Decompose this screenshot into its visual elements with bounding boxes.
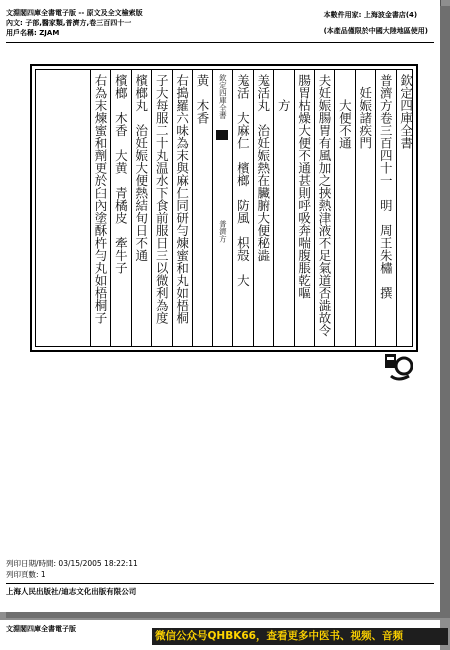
- column-rule: [334, 70, 335, 346]
- text-column: 普濟方卷三百四十一 明 周王朱橚 撰: [378, 74, 394, 299]
- text-column: 檳榔丸 治妊娠大便熱結旬日不通: [133, 74, 149, 262]
- text-column: 欽定四庫全書: [398, 74, 414, 149]
- banxin-volume-title: 普濟方: [218, 220, 228, 243]
- column-rule: [294, 70, 295, 346]
- banxin-rule: [212, 70, 213, 346]
- banxin-book-title: 欽定四庫全書: [218, 74, 228, 119]
- text-column: 方: [276, 74, 292, 112]
- text-frame-inner: [35, 69, 413, 347]
- header-right: [324, 10, 428, 36]
- column-rule: [90, 70, 91, 346]
- column-rule: [253, 70, 254, 346]
- footer-print-pages: 列印頁數: 1: [6, 570, 46, 579]
- column-rule: [131, 70, 132, 346]
- text-column: 大便不通: [337, 74, 353, 149]
- text-column: 右為末煉蜜和劑更於臼內塗酥杵勻丸如梧桐子: [93, 74, 108, 324]
- text-column: 腸胃枯燥大便不通甚則呼吸奔喘腹脹乾嘔: [296, 74, 312, 299]
- header-rule: [6, 42, 434, 43]
- next-page-header: 文淵閣四庫全書電子版: [6, 625, 76, 633]
- text-column: 右搗羅六味為末與麻仁同研勻煉蜜和丸如梧桐: [174, 74, 190, 324]
- column-rule: [273, 70, 274, 346]
- header-region-notice: (本產品僅限於中國大陸地區使用): [323, 27, 428, 35]
- text-column: 羗活 大麻仁 檳榔 防風 枳殻 大: [235, 74, 251, 287]
- column-rule: [396, 70, 397, 346]
- seal-icon: [383, 352, 413, 382]
- header-content-path: 內文: 子部,醫家類,普濟方,卷三百四十一: [6, 19, 132, 27]
- column-rule: [151, 70, 152, 346]
- footer-print-date: 列印日期/時間: 03/15/2005 18:22:11: [6, 559, 138, 568]
- page-shadow-bottom: [6, 612, 450, 618]
- text-column: 妊娠諸疾門: [357, 74, 373, 149]
- column-rule: [355, 70, 356, 346]
- text-column: 子大每服二十丸温水下食前服日三以微利為度: [154, 74, 170, 324]
- text-column: 夫妊娠腸胃有風加之挾熱津液不足氣道否澁故令: [317, 74, 332, 337]
- banxin-rule: [232, 70, 233, 346]
- text-column: 檳榔 木香 大黄 青橘皮 牽牛子: [113, 74, 129, 274]
- page-shadow-right: [440, 6, 450, 616]
- text-frame: [30, 64, 418, 352]
- text-column: 黄 木香: [195, 74, 210, 124]
- column-rule: [375, 70, 376, 346]
- column-rule: [192, 70, 193, 346]
- footer-rule: [6, 583, 434, 584]
- fish-tail-mark-icon: [216, 130, 228, 140]
- footer-publisher: 上海人民出版社/迪志文化出版有限公司: [6, 587, 137, 596]
- column-rule: [172, 70, 173, 346]
- wechat-banner: 微信公众号QHBK66，查看更多中医书、视频、音频: [152, 628, 448, 645]
- header-title: 文淵閣四庫全書電子版 -- 原文及全文檢索版: [6, 9, 143, 17]
- header-left: [6, 8, 143, 38]
- column-rule: [110, 70, 111, 346]
- text-column: 羗活丸 治妊娠熱在臟腑大便秘澁: [255, 74, 271, 262]
- header-licensee: 本數件用家: 上海波金書店(4): [323, 11, 418, 19]
- header-username: 用戶名稱: ZJAM: [6, 29, 60, 37]
- column-rule: [314, 70, 315, 346]
